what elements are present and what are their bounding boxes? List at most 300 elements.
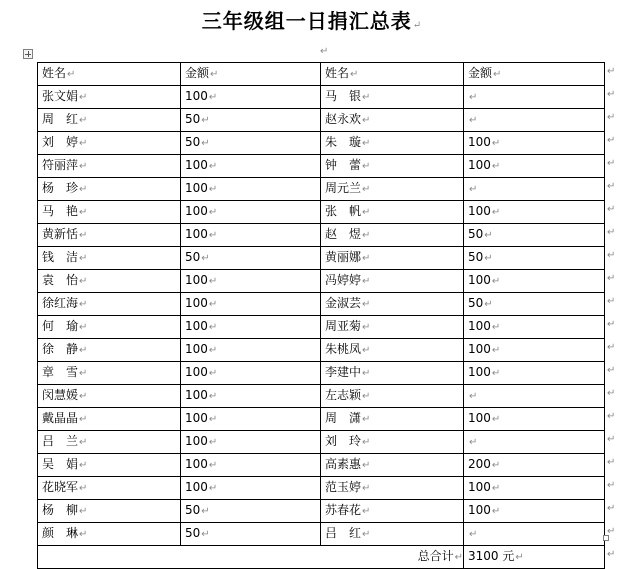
cell-end-mark-icon: ↵ [79,368,88,379]
table-row [38,109,605,132]
cell-end-mark-icon: ↵ [79,437,88,448]
name-cell[interactable] [38,477,181,500]
cell-end-mark-icon: ↵ [362,437,371,448]
cell-end-mark-icon: ↵ [79,230,88,241]
row-end-mark-icon: ↵ [607,181,616,192]
cell-end-mark-icon: ↵ [67,69,76,80]
donation-amount: 50 [185,503,201,517]
cell-end-mark-icon: ↵ [491,322,501,333]
cell-end-mark-icon: ↵ [201,115,210,126]
donation-amount: 100 [185,319,208,333]
cell-end-mark-icon: ↵ [491,207,501,218]
cell-end-mark-icon: ↵ [79,253,88,264]
donor-name: 范玉婷 [325,480,362,494]
amount-cell[interactable] [464,500,605,523]
donor-name: 赵永欢 [325,112,362,126]
cell-end-mark-icon: ↵ [208,368,218,379]
cell-end-mark-icon: ↵ [362,92,371,103]
donation-amount: 100 [468,319,491,333]
header-cell[interactable] [321,63,464,86]
cell-end-mark-icon: ↵ [469,529,478,540]
table-row [38,270,605,293]
total-value: 3100 元 [468,549,515,563]
row-end-mark-icon: ↵ [607,457,616,468]
donor-name: 袁 怡 [42,273,79,287]
amount-cell[interactable] [464,454,605,477]
name-cell[interactable] [321,408,464,431]
cell-end-mark-icon: ↵ [79,276,88,287]
donation-amount: 100 [185,411,208,425]
header-label: 金额 [185,66,210,80]
cell-end-mark-icon: ↵ [362,391,371,402]
row-end-mark-icon: ↵ [607,112,616,123]
total-row [38,546,605,569]
donor-name: 颜 琳 [42,526,79,540]
cell-end-mark-icon: ↵ [362,322,371,333]
amount-cell[interactable] [181,293,321,316]
table-row [38,385,605,408]
cell-end-mark-icon: ↵ [493,69,502,80]
table-move-handle-icon[interactable] [23,49,33,59]
donor-name: 闵慧媛 [42,388,79,402]
name-cell[interactable] [38,178,181,201]
amount-cell[interactable] [181,339,321,362]
document-title [0,6,624,41]
table-row [38,454,605,477]
row-end-mark-icon: ↵ [607,549,616,560]
cell-end-mark-icon: ↵ [208,276,218,287]
cell-end-mark-icon: ↵ [362,414,371,425]
cell-end-mark-icon: ↵ [469,184,478,195]
donor-name: 周元兰 [325,181,362,195]
donor-name: 徐红海 [42,296,79,310]
cell-end-mark-icon: ↵ [79,460,88,471]
donation-amount: 100 [185,204,208,218]
row-end-mark-icon: ↵ [607,227,616,238]
table-row [38,477,605,500]
row-end-mark-icon: ↵ [607,89,616,100]
donor-name: 杨 柳 [42,503,79,517]
table-row [38,316,605,339]
cell-end-mark-icon: ↵ [484,253,493,264]
cell-end-mark-icon: ↵ [79,529,88,540]
name-cell[interactable] [38,224,181,247]
name-cell[interactable] [38,86,181,109]
cell-end-mark-icon: ↵ [491,276,501,287]
amount-cell[interactable] [181,385,321,408]
name-cell[interactable] [38,316,181,339]
amount-cell[interactable] [181,201,321,224]
donor-name: 冯婷婷 [325,273,362,287]
name-cell[interactable] [38,454,181,477]
name-cell[interactable] [38,408,181,431]
cell-end-mark-icon: ↵ [208,460,218,471]
cell-end-mark-icon: ↵ [208,322,218,333]
amount-cell[interactable] [181,270,321,293]
table-row [38,247,605,270]
donor-name: 钱 洁 [42,250,79,264]
donor-name: 马 艳 [42,204,79,218]
donor-name: 符丽萍 [42,158,79,172]
donation-amount: 50 [185,112,201,126]
donation-amount: 100 [185,227,208,241]
name-cell[interactable] [321,339,464,362]
donor-name: 朱 璇 [325,135,362,149]
donation-amount: 50 [185,526,201,540]
donor-name: 赵 煜 [325,227,362,241]
donation-table [37,62,605,569]
cell-end-mark-icon: ↵ [79,92,88,103]
row-end-mark-icon: ↵ [607,273,616,284]
donor-name: 张 帆 [325,204,362,218]
amount-cell[interactable] [181,500,321,523]
cell-end-mark-icon: ↵ [208,483,218,494]
cell-end-mark-icon: ↵ [362,207,371,218]
amount-cell[interactable] [464,86,605,109]
name-cell[interactable] [38,500,181,523]
cell-end-mark-icon: ↵ [491,460,501,471]
amount-cell[interactable] [464,362,605,385]
donor-name: 周亚菊 [325,319,362,333]
cell-end-mark-icon: ↵ [491,483,501,494]
donation-amount: 50 [468,250,484,264]
header-label: 姓名 [325,66,350,80]
table-row [38,293,605,316]
name-cell[interactable] [321,201,464,224]
cell-end-mark-icon: ↵ [79,414,88,425]
cell-end-mark-icon: ↵ [79,299,88,310]
donation-amount: 100 [468,158,491,172]
donation-amount: 100 [468,135,491,149]
amount-cell[interactable] [464,224,605,247]
donor-name: 黄新恬 [42,227,79,241]
table-header-row [38,63,605,86]
amount-cell[interactable] [181,224,321,247]
cell-end-mark-icon: ↵ [208,414,218,425]
donation-amount: 100 [185,273,208,287]
cell-end-mark-icon: ↵ [79,161,88,172]
row-end-mark-icon: ↵ [607,411,616,422]
donor-name: 章 雪 [42,365,79,379]
name-cell[interactable] [321,316,464,339]
row-end-mark-icon: ↵ [607,480,616,491]
cell-end-mark-icon: ↵ [469,115,478,126]
cell-end-mark-icon: ↵ [210,69,219,80]
name-cell[interactable] [321,385,464,408]
cell-end-mark-icon: ↵ [79,345,88,356]
cell-end-mark-icon: ↵ [362,460,371,471]
table-row [38,500,605,523]
name-cell[interactable] [38,339,181,362]
amount-cell[interactable] [181,362,321,385]
donor-name: 黄丽娜 [325,250,362,264]
donor-name: 徐 静 [42,342,79,356]
cell-end-mark-icon: ↵ [362,161,371,172]
amount-cell[interactable] [181,523,321,546]
name-cell[interactable] [321,477,464,500]
row-end-mark-icon: ↵ [607,158,616,169]
donor-name: 杨 珍 [42,181,79,195]
header-label: 金额 [468,66,493,80]
amount-cell[interactable] [464,247,605,270]
name-cell[interactable] [321,270,464,293]
amount-cell[interactable] [181,431,321,454]
amount-cell[interactable] [181,477,321,500]
donor-name: 苏春花 [325,503,362,517]
cell-end-mark-icon: ↵ [362,483,371,494]
amount-cell[interactable] [181,408,321,431]
donation-amount: 100 [185,388,208,402]
cell-end-mark-icon: ↵ [362,184,371,195]
amount-cell[interactable] [181,178,321,201]
donor-name: 高素惠 [325,457,362,471]
cell-end-mark-icon: ↵ [491,138,501,149]
cell-end-mark-icon: ↵ [491,161,501,172]
donation-amount: 100 [185,434,208,448]
table-row [38,132,605,155]
donation-amount: 100 [468,480,491,494]
amount-cell[interactable] [181,316,321,339]
cell-end-mark-icon: ↵ [79,322,88,333]
donation-amount: 100 [185,457,208,471]
header-cell[interactable] [38,63,181,86]
donation-amount: 100 [185,296,208,310]
name-cell[interactable] [321,155,464,178]
table-row [38,431,605,454]
row-end-mark-icon: ↵ [607,526,616,537]
name-cell[interactable] [38,201,181,224]
donor-name: 吕 红 [325,526,362,540]
cell-end-mark-icon: ↵ [484,299,493,310]
amount-cell[interactable] [181,86,321,109]
row-end-mark-icon: ↵ [607,319,616,330]
header-cell[interactable] [181,63,321,86]
name-cell[interactable] [38,155,181,178]
donation-amount: 100 [468,365,491,379]
cell-end-mark-icon: ↵ [201,506,210,517]
cell-end-mark-icon: ↵ [208,437,218,448]
donation-amount: 100 [185,480,208,494]
name-cell[interactable] [321,132,464,155]
donor-name: 金淑芸 [325,296,362,310]
amount-cell[interactable] [464,293,605,316]
table-row [38,155,605,178]
cell-end-mark-icon: ↵ [208,345,218,356]
name-cell[interactable] [321,431,464,454]
cell-end-mark-icon: ↵ [362,253,371,264]
donor-name: 朱桃凤 [325,342,362,356]
amount-cell[interactable] [464,431,605,454]
amount-cell[interactable] [464,178,605,201]
cell-end-mark-icon: ↵ [79,138,88,149]
cell-end-mark-icon: ↵ [362,345,371,356]
donation-amount: 100 [185,89,208,103]
name-cell[interactable] [38,247,181,270]
cell-end-mark-icon: ↵ [79,184,88,195]
row-end-mark-icon: ↵ [607,365,616,376]
donor-name: 刘 玲 [325,434,362,448]
paragraph-mark-icon: ↵ [412,20,423,31]
donor-name: 何 瑜 [42,319,79,333]
donor-name: 吕 兰 [42,434,79,448]
cell-end-mark-icon: ↵ [362,115,371,126]
donation-amount: 100 [185,158,208,172]
cell-end-mark-icon: ↵ [79,391,88,402]
name-cell[interactable] [321,362,464,385]
name-cell[interactable] [38,362,181,385]
name-cell[interactable] [321,500,464,523]
donor-name: 钟 蕾 [325,158,362,172]
row-end-mark-icon: ↵ [607,135,616,146]
name-cell[interactable] [321,86,464,109]
name-cell[interactable] [321,293,464,316]
cell-end-mark-icon: ↵ [208,161,218,172]
table-row [38,362,605,385]
cell-end-mark-icon: ↵ [491,368,501,379]
cell-end-mark-icon: ↵ [362,529,371,540]
cell-end-mark-icon: ↵ [79,483,88,494]
total-value-cell[interactable] [464,546,605,569]
cell-end-mark-icon: ↵ [362,276,371,287]
cell-end-mark-icon: ↵ [79,207,88,218]
table-row [38,339,605,362]
donation-amount: 100 [185,365,208,379]
donor-name: 张文娟 [42,89,79,103]
amount-cell[interactable] [464,201,605,224]
cell-end-mark-icon: ↵ [469,391,478,402]
cell-end-mark-icon: ↵ [201,253,210,264]
name-cell[interactable] [321,178,464,201]
cell-end-mark-icon: ↵ [491,414,501,425]
name-cell[interactable] [38,523,181,546]
amount-cell[interactable] [464,385,605,408]
cell-end-mark-icon: ↵ [362,368,371,379]
amount-cell[interactable] [181,155,321,178]
donation-amount: 50 [185,250,201,264]
cell-end-mark-icon: ↵ [208,184,218,195]
amount-cell[interactable] [464,339,605,362]
donor-name: 周 潇 [325,411,362,425]
donation-amount: 100 [468,411,491,425]
row-end-mark-icon: ↵ [607,296,616,307]
donor-name: 周 红 [42,112,79,126]
row-end-mark-icon: ↵ [607,503,616,514]
paragraph-mark-icon: ↵ [320,46,329,57]
donor-name: 刘 婷 [42,135,79,149]
donor-name: 马 银 [325,89,362,103]
row-end-mark-icon: ↵ [607,388,616,399]
donation-amount: 100 [185,181,208,195]
cell-end-mark-icon: ↵ [208,207,218,218]
name-cell[interactable] [38,385,181,408]
donation-amount: 100 [185,342,208,356]
donation-amount: 100 [468,342,491,356]
table-row [38,201,605,224]
row-end-mark-icon: ↵ [607,204,616,215]
cell-end-mark-icon: ↵ [362,506,371,517]
cell-end-mark-icon: ↵ [469,92,478,103]
name-cell[interactable] [321,247,464,270]
amount-cell[interactable] [464,155,605,178]
name-cell[interactable] [38,431,181,454]
cell-end-mark-icon: ↵ [454,552,463,563]
cell-end-mark-icon: ↵ [515,552,524,563]
cell-end-mark-icon: ↵ [208,391,218,402]
row-end-mark-icon: ↵ [607,342,616,353]
name-cell[interactable] [38,293,181,316]
amount-cell[interactable] [181,247,321,270]
table-row [38,408,605,431]
name-cell[interactable] [321,454,464,477]
amount-cell[interactable] [181,109,321,132]
name-cell[interactable] [321,109,464,132]
cell-end-mark-icon: ↵ [79,506,88,517]
amount-cell[interactable] [464,523,605,546]
total-label: 总合计 [417,549,454,563]
amount-cell[interactable] [464,270,605,293]
name-cell[interactable] [321,224,464,247]
cell-end-mark-icon: ↵ [491,345,501,356]
name-cell[interactable] [38,270,181,293]
donation-amount: 50 [468,227,484,241]
donation-amount: 50 [185,135,201,149]
amount-cell[interactable] [464,109,605,132]
donor-name: 戴晶晶 [42,411,79,425]
amount-cell[interactable] [464,316,605,339]
donation-amount: 100 [468,273,491,287]
header-cell[interactable] [464,63,605,86]
name-cell[interactable] [38,132,181,155]
cell-end-mark-icon: ↵ [362,138,371,149]
name-cell[interactable] [38,109,181,132]
row-end-mark-icon: ↵ [607,434,616,445]
row-end-mark-icon: ↵ [607,250,616,261]
cell-end-mark-icon: ↵ [208,299,218,310]
donor-name: 吴 娟 [42,457,79,471]
donation-amount: 100 [468,503,491,517]
cell-end-mark-icon: ↵ [362,230,371,241]
donation-amount: 50 [468,296,484,310]
cell-end-mark-icon: ↵ [362,299,371,310]
amount-cell[interactable] [464,132,605,155]
amount-cell[interactable] [464,477,605,500]
amount-cell[interactable] [464,408,605,431]
donation-amount: 100 [468,204,491,218]
row-end-mark-icon: ↵ [607,66,616,77]
cell-end-mark-icon: ↵ [201,529,210,540]
total-label-cell[interactable] [38,546,464,569]
table-row [38,178,605,201]
cell-end-mark-icon: ↵ [208,92,218,103]
title-text: 三年级组一日捐汇总表 [201,9,412,33]
table-row [38,523,605,546]
table-row [38,224,605,247]
donation-amount: 200 [468,457,491,471]
name-cell[interactable] [321,523,464,546]
amount-cell[interactable] [181,132,321,155]
amount-cell[interactable] [181,454,321,477]
cell-end-mark-icon: ↵ [208,230,218,241]
table-row [38,86,605,109]
cell-end-mark-icon: ↵ [79,115,88,126]
cell-end-mark-icon: ↵ [484,230,493,241]
donor-name: 花晓军 [42,480,79,494]
cell-end-mark-icon: ↵ [469,437,478,448]
header-label: 姓名 [42,66,67,80]
donor-name: 李建中 [325,365,362,379]
donor-name: 左志颖 [325,388,362,402]
cell-end-mark-icon: ↵ [350,69,359,80]
